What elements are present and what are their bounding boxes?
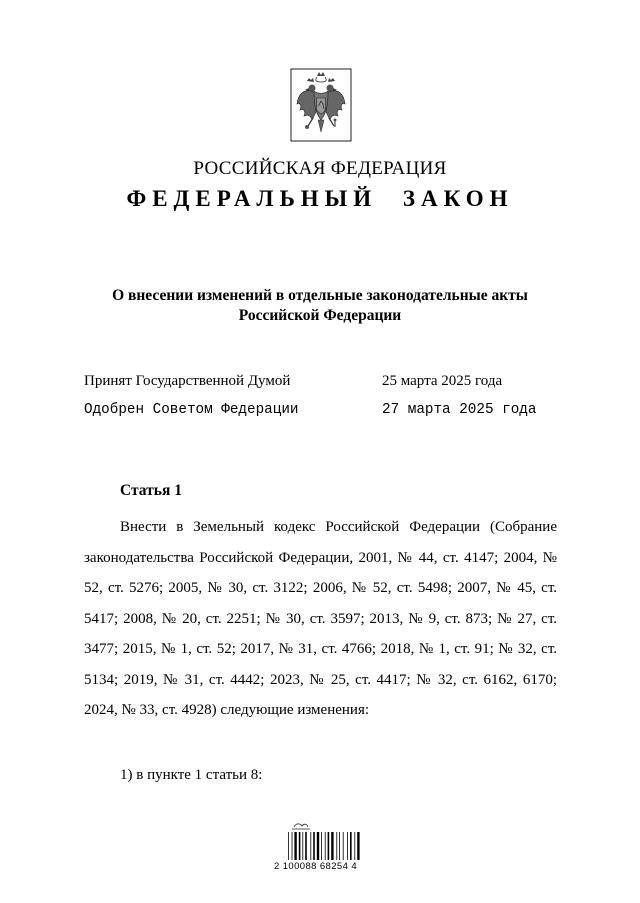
country-name: РОССИЙСКАЯ ФЕДЕРАЦИЯ — [193, 158, 447, 179]
law-title-line1: О внесении изменений в отдельные законодательные акты — [112, 287, 528, 304]
duma-label: Принят Государственной Думой — [84, 373, 291, 389]
barcode-number: 2 100088 68254 4 — [274, 861, 358, 872]
duma-date: 25 марта 2025 года — [382, 373, 503, 389]
list-item: 1) в пункте 1 статьи 8: — [120, 767, 263, 783]
law-title — [60, 286, 580, 326]
council-label: Одобрен Советом Федерации — [84, 402, 299, 418]
council-date: 27 марта 2025 года — [382, 402, 537, 418]
document-type: ФЕДЕРАЛЬНЫЙ ЗАКОН — [126, 186, 514, 211]
coat-of-arms-icon — [290, 68, 352, 142]
article-heading: Статья 1 — [120, 482, 182, 499]
law-title-line2: Российской Федерации — [238, 307, 402, 324]
article-paragraph: Внести в Земельный кодекс Российской Федерации (Собрание законодательства Российской Федерации, 2001, № 44, ст. 4147; 2004, № 52, ст. 5276; 2005, № 30, ст. 3122; 2006, № 52, ст. 5498; 2007, № 45, ст. 5417; 2008, № 20, ст. 2251; № 30, ст. 3597; 2013, № 9, ст. 873; № 27, ст. 3477; 2015, № 1, ст. 52; 2017, № 31, ст. 4766; 2018, № 1, ст. 91; № 32, ст. 5134; 2019, № 31, ст. 4442; 2023, № 25, ст. 4417; № 32, ст. 6162, 6170; 2024, № 33, ст. 4928) следующие изменения: — [84, 519, 557, 718]
